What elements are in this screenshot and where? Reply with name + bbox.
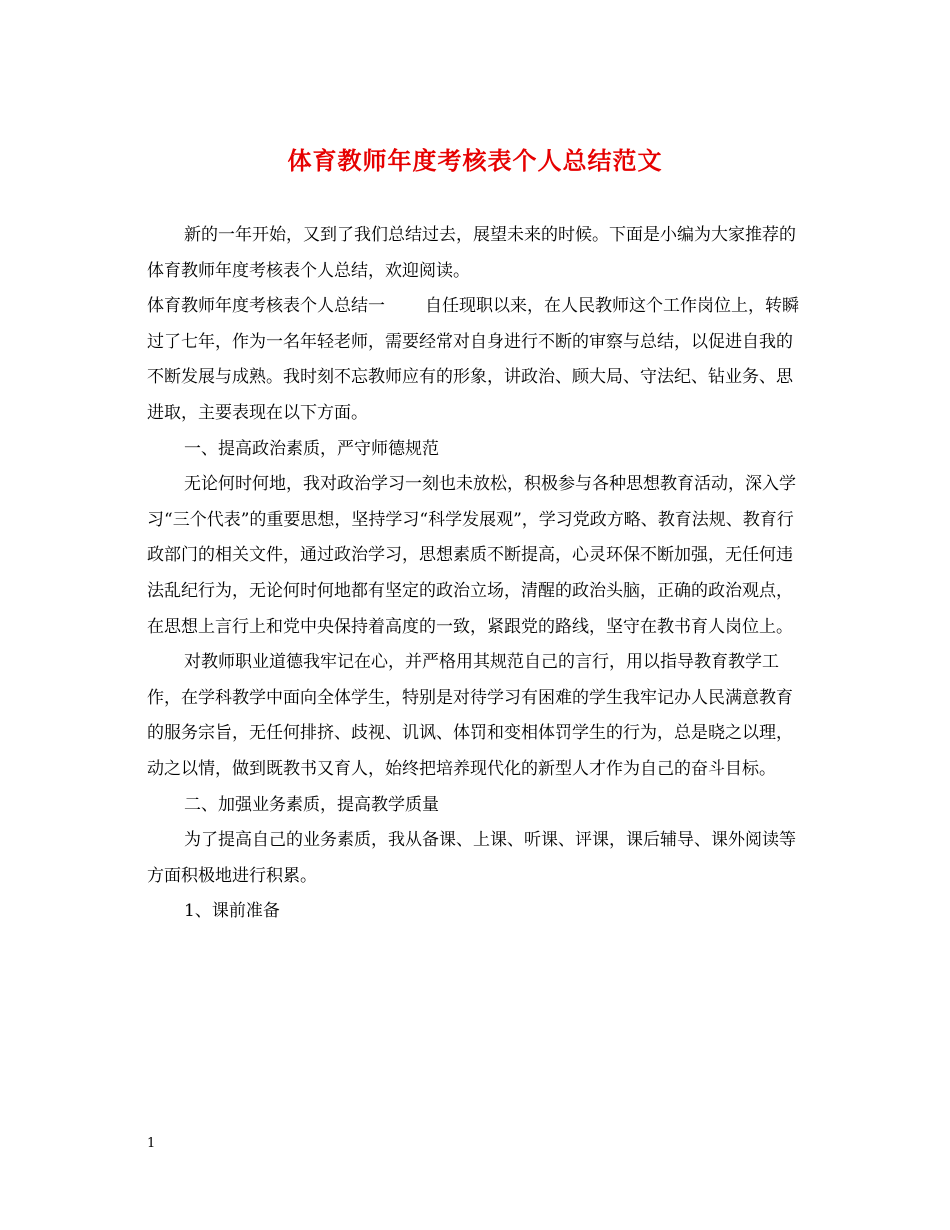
paragraph-professional-ethics: 对教师职业道德我牢记在心，并严格用其规范自己的言行，用以指导教育教学工作，在学科教学中面向全体学生，特别是对待学习有困难的学生我牢记办人民满意教育的服务宗旨，无任何排挤、歧视、讥讽、体罚和变相体罚学生的行为，总是晓之以理，动之以情，做到既教书又育人，始终把培养现代化的新型人才作为自己的奋斗目标。 (147, 652, 793, 779)
page-number: 1 (147, 1136, 156, 1151)
intro-paragraph: 新的一年开始，又到了我们总结过去，展望未来的时候。下面是小编为大家推荐的体育教师年度考核表个人总结，欢迎阅读。 (147, 225, 796, 281)
heading-lesson-prep: 1、课前准备 (184, 901, 280, 922)
heading-political: 一、提高政治素质，严守师德规范 (184, 438, 439, 459)
section-label: 体育教师年度考核表个人总结一 (147, 296, 385, 317)
document-body (147, 218, 803, 930)
heading-professional: 二、加强业务素质，提高教学质量 (184, 794, 439, 815)
document-title: 体育教师年度考核表个人总结范文 (287, 146, 663, 175)
section-text: 自任现职以来，在人民教师这个工作岗位上，转瞬过了七年，作为一名年轻老师，需要经常对自身进行不断的审察与总结，以促进自我的不断发展与成熟。我时刻不忘教师应有的形象，讲政治、顾大局、守法纪、钻业务、思进取，主要表现在以下方面。 (147, 296, 799, 423)
section-paragraph (147, 289, 803, 431)
paragraph-political-study: 无论何时何地，我对政治学习一刻也未放松，积极参与各种思想教育活动，深入学习“三个代表”的重要思想，坚持学习“科学发展观”，学习党政方略、教育法规、教育行政部门的相关文件，通过政治学习，思想素质不断提高，心灵环保不断加强，无任何违法乱纪行为，无论何时何地都有坚定的政治立场，清醒的政治头脑，正确的政治观点，在思想上言行上和党中央保持着高度的一致，紧跟党的路线，坚守在教书育人岗位上。 (147, 474, 796, 637)
paragraph-professional-quality: 为了提高自己的业务素质，我从备课、上课、听课、评课，课后辅导、课外阅读等方面积极地进行积累。 (147, 830, 796, 886)
